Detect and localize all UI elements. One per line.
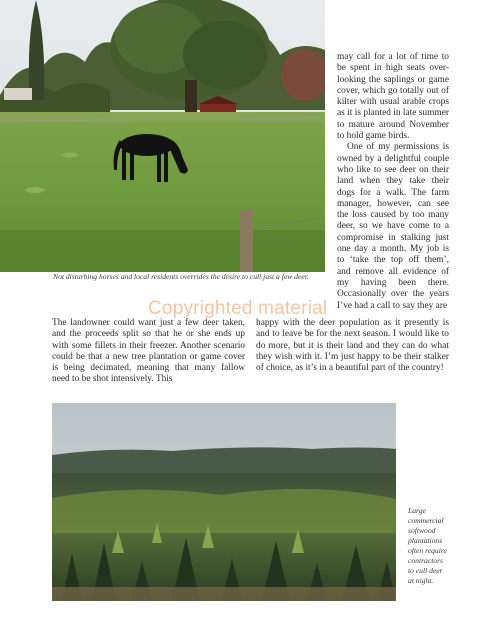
photo-caption-top: Not disturbing horses and local residents overrides the desire to cull just a few deer. xyxy=(53,272,309,281)
article-column-left xyxy=(52,318,245,386)
article-paragraph: One of my permissions is owned by a delightful couple who like to see deer on their land when they take their dogs for a walk. The farm manager, however, can see the loss caused by too many deer, so we have come to a compromise in stalking just one day a month. My job is to ‘take the top off them’, and remove all evidence of my having been there. Occasionally over the years I’ve had a call to say they are xyxy=(337,142,449,311)
article-paragraph: happy with the deer population as it presently is and to leave be for the next season. I would like to do more, but it is their land and they can do what they wish with it. I’m just happy to be their stalker of choice, as it’s in a beautiful part of the country! xyxy=(256,318,449,374)
article-column-middle xyxy=(256,318,449,374)
copyright-watermark: Copyrighted material xyxy=(148,298,328,319)
horse-paddock-photo xyxy=(0,0,325,272)
plantation-photo xyxy=(52,403,396,601)
article-paragraph: may call for a lot of time to be spent in high seats over-looking the saplings or game cover, which go totally out of kilter with usual arable crops as it is planted in late summer to mature around November to hold game birds. xyxy=(337,52,449,142)
article-column-right xyxy=(337,52,449,312)
horse-paddock-image xyxy=(0,0,325,272)
photo-caption-bottom: Large commercial softwood plantations often require contractors to cull deer at night. xyxy=(408,506,447,585)
article-paragraph: The landowner could want just a few deer taken, and the proceeds split so that he or she ends up with some fillets in their freezer. Another scenario could be that a new tree plantation or game cover is being decimated, meaning that many fallow need to be shot intensively. This xyxy=(52,318,245,385)
plantation-image xyxy=(52,403,396,601)
